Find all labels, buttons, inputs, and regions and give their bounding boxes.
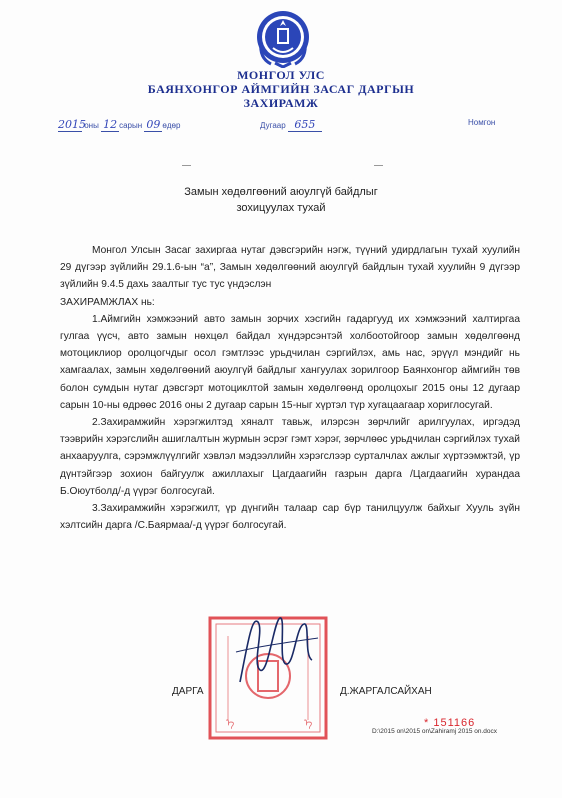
date-line	[58, 118, 180, 132]
document-title-line-2: зохицуулах тухай	[236, 202, 326, 214]
country-name: МОНГОЛ УЛС	[237, 68, 325, 82]
svg-text:ᠡ: ᠡ	[304, 718, 313, 729]
serial-number: * 151166	[424, 717, 476, 729]
issue-place: Номгон	[468, 118, 496, 127]
svg-text:ᠡ: ᠡ	[226, 718, 235, 729]
issuing-authority: БАЯНХОНГОР АЙМГИЙН ЗАСАГ ДАРГЫН	[147, 82, 415, 96]
date-day: 09	[146, 118, 161, 131]
document-title-line-1: Замын хөдөлгөөний аюулгүй байдлыг	[184, 186, 378, 198]
document-number: 655	[288, 118, 322, 132]
serial-value: 151166	[433, 717, 476, 729]
order-word: ЗАХИРАМЖЛАХ нь:	[60, 296, 155, 308]
preamble-paragraph: Монгол Улсын Засаг захиргаа нутаг дэвсгэрийн нэгж, түүний удирдлагын тухай хуулийн 29 дүгээр зүйлийн 29.1.6-ын “а”, Замын хөдөлгөөний аюулгүй байдлын тухай хуулийн 9 дүгээр зүйлийн 9.4.5 дахь заалтыг тус тус үндэслэн	[60, 245, 520, 291]
signatory-name: Д.ЖАРГАЛСАЙХАН	[340, 686, 432, 697]
signatory-position: ДАРГА	[172, 686, 204, 697]
month-label: сарын	[119, 121, 143, 130]
file-path: D:\2015 on\2015 on\Zahiramj 2015 on.docx	[372, 728, 498, 735]
clause-2: 2.Захирамжийн хэрэгжилтэд хяналт тавьж, илэрсэн зөрчлийг арилгуулах, иргэдэд тээврийн хэрэгслийн ашиглалтын журмын эсрэг гэмт хэрэг, зөрчлөөс урьдчилан сэргийлэх тухай анхааруулга, сэрэмжлүүлгийг хэвлэл мэдээллийн хэрэгслээр сурталчлах ажлыг хүртээмжтэй, үр дүнтэйгээр зохион байгуулж ажиллахыг Цагдаагийн газрын дарга /Цагдаагийн хурандаа Б.Оюутболд/-д үүрэг болгосугай.	[60, 417, 520, 497]
date-year: 2015	[58, 118, 86, 131]
date-month: 12	[103, 118, 118, 131]
document-body	[60, 242, 520, 534]
day-label: өдөр	[162, 121, 181, 130]
clause-3: 3.Захирамжийн хэрэгжилт, үр дүнгийн талаар сар бүр танилцуулж байхыг Хууль зүйн хэлтсийн дарга /С.Баярмаа/-д үүрэг болгосугай.	[60, 503, 520, 532]
number-label: Дугаар	[260, 121, 286, 130]
year-label: оны	[84, 121, 99, 130]
document-type: ЗАХИРАМЖ	[243, 96, 319, 110]
handwritten-signature-icon	[230, 612, 320, 686]
state-emblem-icon	[255, 6, 311, 68]
clause-1: 1.Аймгийн хэмжээний авто замын зорчих хэсгийн гадаргууд их хэмжээний халтиргаа гулгаа үүсч, авто замын нөхцөл байдал хүндэрсэнтэй холбоотойгоор замын хөдөлгөөнд мотоциклиор оролцогчдыг осол гэмтлээс урьдчилан сэргийлэх, амь нас, эрүүл мэндийг нь хамгаалах, замын хөдөлгөөний аюулгүй байдлыг хангуулах зорилгоор Баянхонгор аймгийн төв болон сумдын нутаг дэвсгэрт мотоциклтой замын хөдөлгөөнд оролцохыг 2015 оны 12 дугаар сарын 10-ны өдрөөс 2016 оны 2 дугаар сарын 15-ныг хүртэл түр хугацаагаар хориглосугай.	[60, 313, 520, 411]
corner-mark	[182, 165, 191, 166]
number-line	[260, 118, 322, 132]
corner-mark	[374, 165, 383, 166]
